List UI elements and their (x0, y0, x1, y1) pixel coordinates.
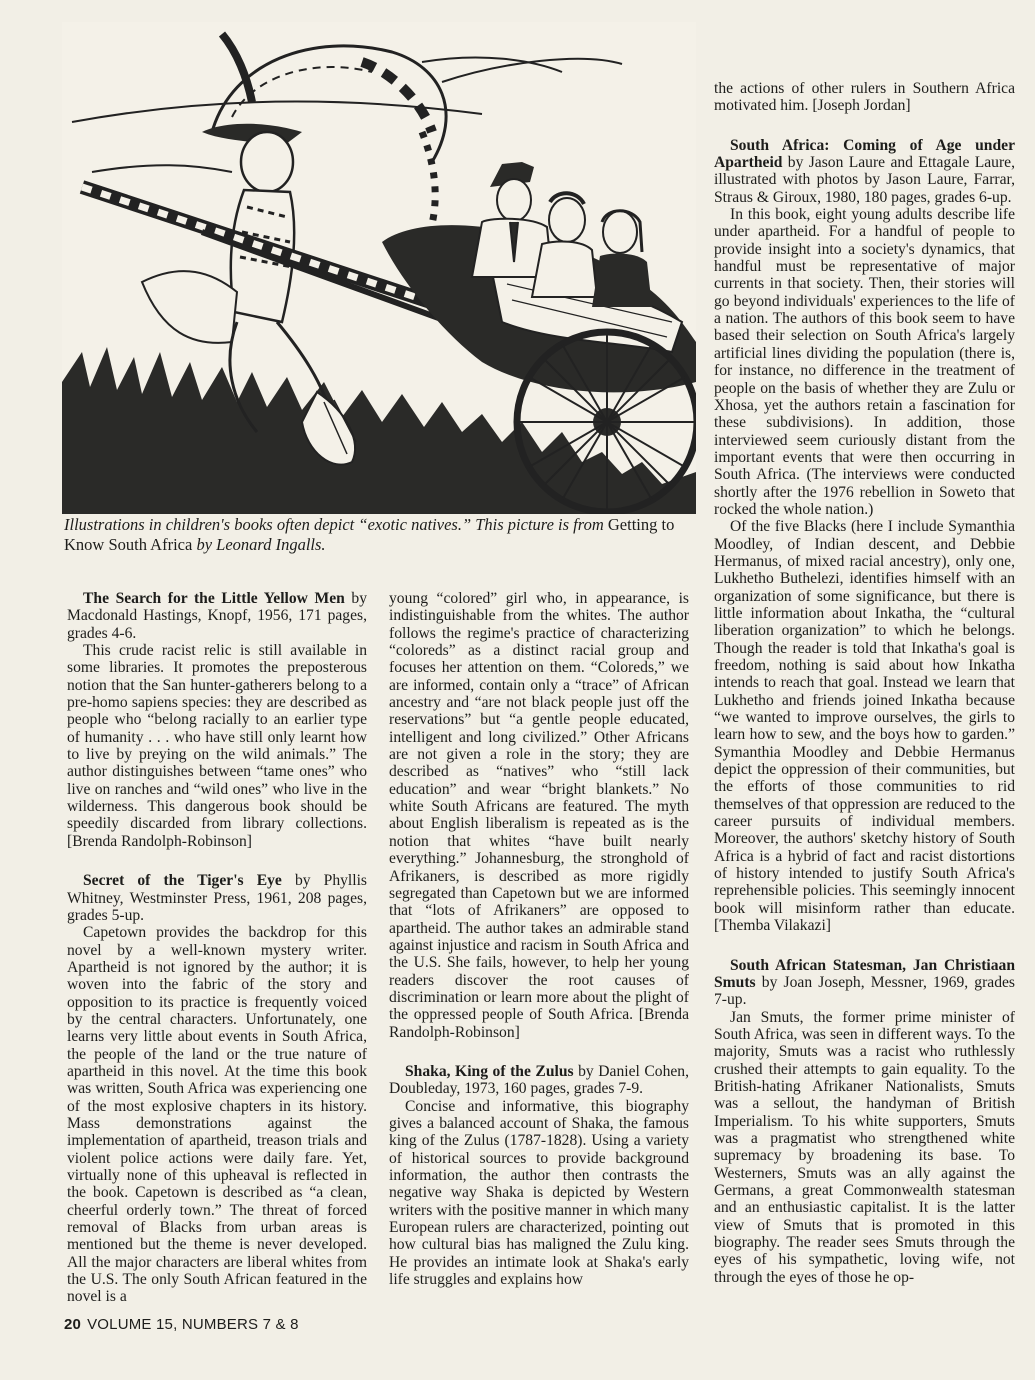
review-paragraph: the actions of other rulers in Southern Africa motivated him. [Joseph Jordan] (714, 80, 1015, 115)
issue-label: VOLUME 15, NUMBERS 7 & 8 (87, 1316, 299, 1333)
review-tiger-continued (389, 590, 689, 1041)
review-paragraph: This crude racist relic is still available in some libraries. It promotes the preposterous notion that the San hunter-gatherers belong to a pre-homo sapiens species: they are described as people who “belong racially to an earlier type of humanity . . . who have still only learnt how to live by preying on the wild animals.” The author distinguishes between “tame ones” who live on ranches and “wild ones” who live in the wilderness. This dangerous book should be speedily discarded from library collections. [Brenda Randolph-Robinson] (67, 642, 367, 850)
review-paragraph: Concise and informative, this biography gives a balanced account of Shaka, the famous king of the Zulus (1787-1828). Using a variety of historical sources to provide background information, the author then contrasts the negative way Shaka is depicted by Western writers with the positive manner in which many European rulers are characterized, pointing out how cultural bias has maligned the Zulu king. He provides an intimate look at Shaka's early life struggles and explains how (389, 1097, 689, 1289)
caption-text-2: by Leonard Ingalls. (192, 535, 326, 554)
column-2 (389, 590, 689, 1310)
review-paragraph: Capetown provides the backdrop for this novel by a well-known mystery writer. Apartheid is not ignored by the author; it is woven into the fabric of the story and opposition to its practice is frequently voiced by the central characters. Unfortunately, one learns very little about events in South Africa, the people of the land or the true nature of apartheid in this novel. At the time this book was written, South Africa was experiencing one of the most explosive chapters in its history. Mass demonstrations against the implementation of apartheid, treason trials and violent police actions were daily fare. Yet, virtually none of this upheaval is reflected in the book. Capetown is described as “a clean, cheerful orderly town.” The threat of forced removal of Blacks from urban areas is mentioned but the theme is never developed. All the major characters are liberal whites from the U.S. The only South African featured in the novel is a (67, 924, 367, 1306)
book-title: Shaka, King of the Zulus (405, 1062, 574, 1080)
book-meta: by Daniel Cohen, Doubleday, 1973, 160 pages, grades 7-9. (389, 1062, 689, 1098)
rickshaw-drawing (62, 22, 696, 514)
book-title: South African Statesman, Jan Christiaan Smuts (714, 956, 1015, 991)
review-paragraph: In this book, eight young adults describe life under apartheid. For a handful of people to provide insight into a society's dynamics, that handful must be representative of major currents in that society. Then, their stories will go beyond individuals' experiences to the life of a nation. The authors of this book seem to have based their selection on South Africa's largely artificial lines dividing the population (there is, for instance, no difference in the treatment of people on the basis of whether they are Zulu or Xhosa, yet the authors retain a fascination for these subdivisions). In addition, those interviewed seem curiously distant from the important events that were then occurring in South Africa. (The interviews were conducted shortly after the 1976 rebellion in Soweto that rocked the whole nation.) (714, 206, 1015, 518)
illustration-caption (64, 515, 694, 555)
review-secret-tigers-eye (67, 872, 367, 1306)
review-heading (714, 137, 1015, 206)
rickshaw-wheel (517, 332, 696, 512)
review-shaka-continued (714, 80, 1015, 115)
book-meta: by Macdonald Hastings, Knopf, 1956, 171 pages, grades 4-6. (67, 590, 367, 642)
review-shaka-king-of-zulus (389, 1063, 689, 1288)
book-meta: by Phyllis Whitney, Westminster Press, 1961, 208 pages, grades 5-up. (67, 872, 367, 924)
review-paragraph: young “colored” girl who, in appearance, is indistinguishable from the whites. The author follows the regime's practice of characterizing “coloreds” as a distinct racial group and focuses her attention on them. “Coloreds,” we are informed, contain only a “trace” of African ancestry and “are not black people just off the reservations” but “a gentle people educated, intelligent and long civilized.” Other Africans are not given a role in the story; they are described as “natives” who “still lack education” and wear “bright blankets.” No white South Africans are featured. The myth about English liberalism is repeated as is the notion that whites “have built nearly everything.” Johannesburg, the stronghold of Afrikaners, is described as more rigidly segregated than Capetown but we are informed that “lots of Afrikaners” are opposed to apartheid. The author takes an admirable stand against injustice and racism in South Africa and the U.S. She fails, however, to help her young readers discover the root causes of discrimination or learn more about the plight of the oppressed people of South Africa. [Brenda Randolph-Robinson] (389, 590, 689, 1041)
review-heading (67, 872, 367, 924)
illustration-rickshaw (62, 22, 696, 514)
review-heading (67, 590, 367, 642)
review-heading (389, 1063, 689, 1098)
review-search-little-yellow-men (67, 590, 367, 850)
book-meta: by Jason Laure and Ettagale Laure, illustrated with photos by Jason Laure, Farrar, Straus & Giroux, 1980, 180 pages, grades 6-up. (714, 154, 1015, 206)
caption-text-1: Illustrations in children's books often depict “exotic natives.” This picture is from (64, 515, 608, 534)
review-jan-christiaan-smuts (714, 957, 1015, 1287)
column-3 (714, 80, 1015, 1308)
page-footer (64, 1316, 299, 1333)
book-title: South Africa: Coming of Age under Apartheid (714, 136, 1015, 172)
review-paragraph: Of the five Blacks (here I include Symanthia Moodley, of Indian descent, and Debbie Hermanus, of mixed racial ancestry), only one, Lukhetho Buthelezi, identifies himself with an organization of some significance, but there is little information about Inkatha, the “cultural liberation organization” to which he belongs. Though the reader is told that Inkatha's goal is freedom, nothing is said about how Inkatha intends to reach that goal. Instead we learn that Lukhetho and friends joined Inkatha because “we wanted to improve ourselves, the girls to learn how to sew, and the boys how to garden.” Symanthia Moodley and Debbie Hermanus depict the oppression of their communities, but the efforts of those communities to rid themselves of that oppression are reduced to the career pursuits of individual members. Moreover, the authors' sketchy history of South Africa is a hybrid of fact and racist distortions of history intended to justify South Africa's reprehensible policies. This seemingly innocent book will misinform rather than educate. [Themba Vilakazi] (714, 518, 1015, 935)
column-1 (67, 590, 367, 1328)
page-number: 20 (64, 1316, 82, 1333)
caption-book-title: Getting to Know South Africa (64, 515, 675, 554)
review-heading (714, 957, 1015, 1009)
review-coming-of-age-under-apartheid (714, 137, 1015, 935)
book-title: Secret of the Tiger's Eye (83, 872, 282, 890)
book-meta: by Joan Joseph, Messner, 1969, grades 7-up. (714, 973, 1015, 1009)
review-paragraph: Jan Smuts, the former prime minister of South Africa, was seen in different ways. To the majority, Smuts was a racist who ruthlessly crushed their attempts to gain equality. To the British-hating Afrikaner Nationalists, Smuts was a sellout, the handyman of British Imperialism. To his white supporters, Smuts was a pragmatist who strengthened white supremacy by broadening its base. To Westerners, Smuts was an ally against the Germans, a great Commonwealth statesman and an enthusiastic capitalist. It is the latter view of Smuts that is promoted in this biography. The reader sees Smuts through the eyes of his sympathetic, loving wife, not through the eyes of those he op- (714, 1008, 1015, 1286)
book-title: The Search for the Little Yellow Men (83, 590, 345, 607)
